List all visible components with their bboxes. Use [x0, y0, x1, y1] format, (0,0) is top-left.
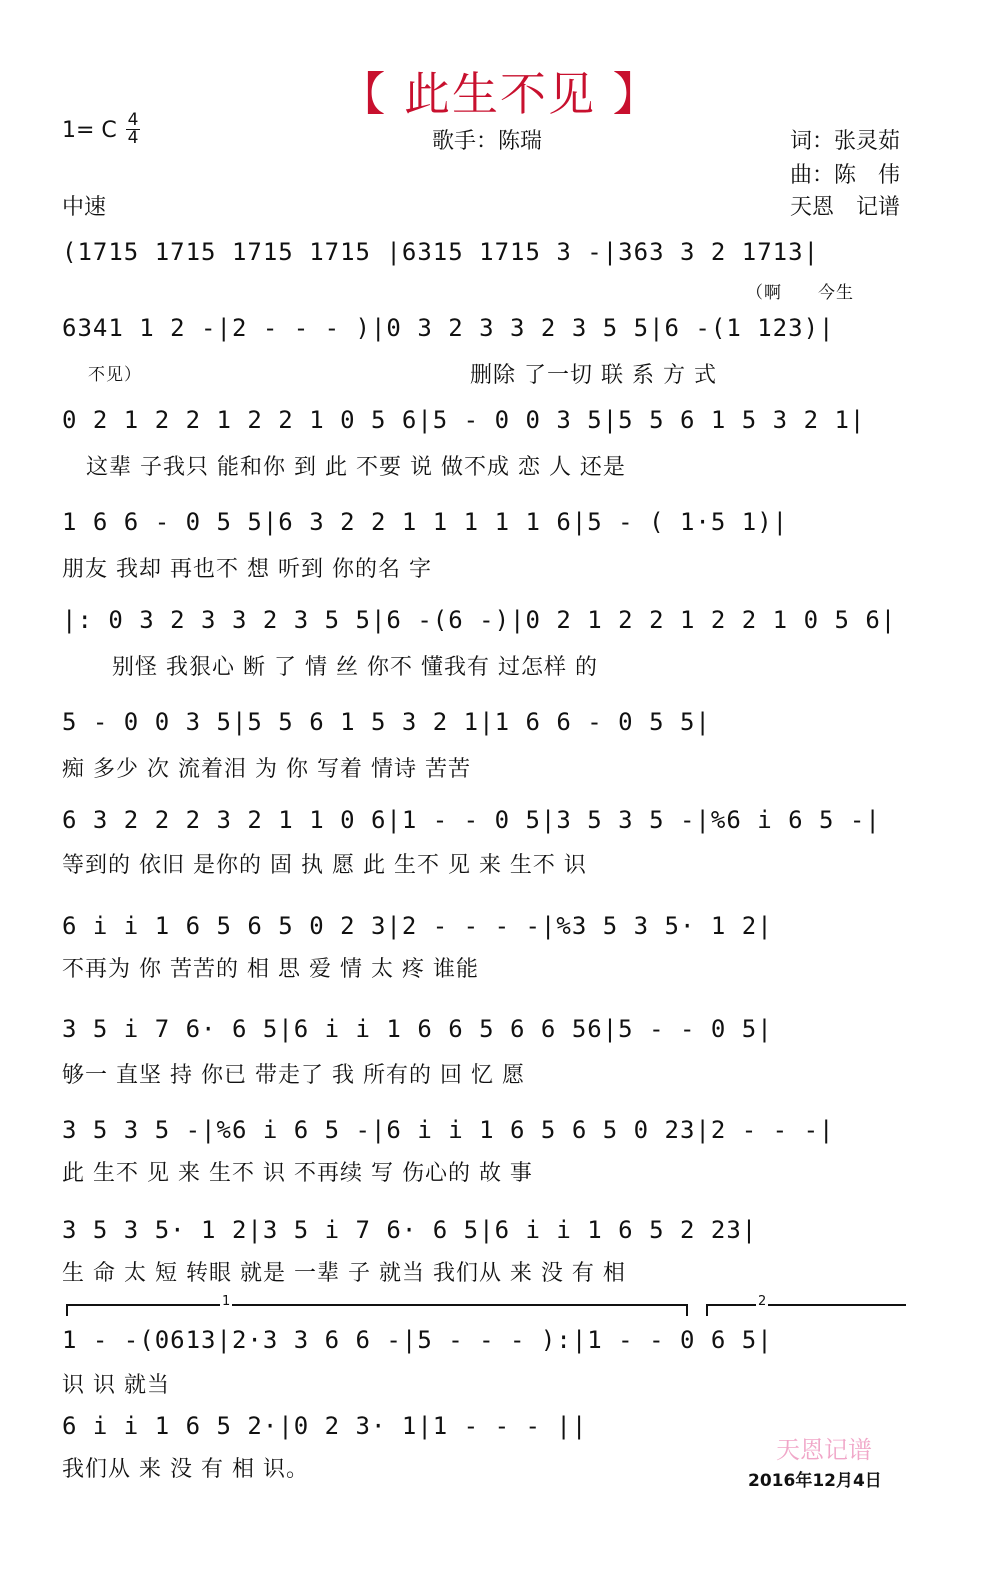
- notation-line-11: 3 5 3 5· 1 2|3 5 i 7 6· 6 5|6 i i 1 6 5 2 23|: [62, 1216, 758, 1244]
- time-sig-bottom: 4: [127, 128, 139, 148]
- notation-line-12: 1 - -(0613|2·3 3 6 6 -|5 - - - ):|1 - - 0 6 5|: [62, 1326, 773, 1354]
- lyric-line-6: 痴 多少 次 流着泪 为 你 写着 情诗 苦苦: [62, 757, 471, 782]
- notation-line-6: 5 - 0 0 3 5|5 5 6 1 5 3 2 1|1 6 6 - 0 5 5|: [62, 708, 711, 736]
- notation-line-4: 1 6 6 - 0 5 5|6 3 2 2 1 1 1 1 1 6|5 - ( 1·5 1)|: [62, 508, 789, 536]
- lyric-line-2b: 不见）: [88, 365, 142, 385]
- time-signature: [126, 112, 140, 147]
- lyric-line-13: 我们从 来 没 有 相 识。: [62, 1457, 309, 1482]
- volta-bracket-1: [66, 1294, 688, 1309]
- notation-line-1: (1715 1715 1715 1715 |6315 1715 3 -|363 3 2 1713|: [62, 238, 820, 266]
- transcriber-watermark: 天恩记谱: [776, 1436, 872, 1464]
- lyric-line-4: 朋友 我却 再也不 想 听到 你的名 字: [62, 557, 432, 582]
- notation-line-5: |: 0 3 2 3 3 2 3 5 5|6 -(6 -)|0 2 1 2 2 1 2 2 1 0 5 6|: [62, 606, 897, 634]
- lyric-line-12: 识 识 就当: [62, 1373, 170, 1398]
- notation-line-10: 3 5 3 5 -|%6 i 6 5 -|6 i i 1 6 5 6 5 0 23|2 - - -|: [62, 1116, 835, 1144]
- key-signature: 1= C: [62, 118, 117, 143]
- lyric-line-11: 生 命 太 短 转眼 就是 一辈 子 就当 我们从 来 没 有 相: [62, 1261, 626, 1286]
- lyric-line-2: 删除 了一切 联 系 方 式: [470, 363, 717, 388]
- notation-line-9: 3 5 i 7 6· 6 5|6 i i 1 6 6 5 6 6 56|5 - - 0 5|: [62, 1015, 773, 1043]
- tempo-marking: 中速: [62, 195, 107, 220]
- volta-bracket-2: [706, 1294, 906, 1309]
- volta-2-label: 2: [758, 1294, 767, 1309]
- transcription-date: 2016年12月4日: [748, 1471, 882, 1491]
- notation-line-3: 0 2 1 2 2 1 2 2 1 0 5 6|5 - 0 0 3 5|5 5 6 1 5 3 2 1|: [62, 406, 866, 434]
- notation-line-7: 6 3 2 2 2 3 2 1 1 0 6|1 - - 0 5|3 5 3 5 -|%6 i 6 5 -|: [62, 806, 881, 834]
- volta-1-end-tick: [686, 1306, 688, 1316]
- song-title: 【 此生不见 】: [339, 67, 661, 121]
- notation-line-13: 6 i i 1 6 5 2·|0 2 3· 1|1 - - - ||: [62, 1412, 588, 1440]
- volta-2-start-tick: [706, 1306, 708, 1316]
- notation-line-8: 6 i i 1 6 5 6 5 0 2 3|2 - - - -|%3 5 3 5· 1 2|: [62, 912, 773, 940]
- lyric-line-9: 够一 直坚 持 你已 带走了 我 所有的 回 忆 愿: [62, 1063, 525, 1088]
- lyric-line-10: 此 生不 见 来 生不 识 不再续 写 伤心的 故 事: [62, 1161, 533, 1186]
- composer-credit: 曲：陈 伟: [790, 163, 901, 188]
- lyric-line-1b: （啊 今生: [746, 283, 854, 303]
- volta-1-start-tick: [66, 1306, 68, 1316]
- transcriber-credit: 天恩 记谱: [790, 195, 901, 220]
- notation-line-2: 6341 1 2 -|2 - - - )|0 3 2 3 3 2 3 5 5|6 -(1 123)|: [62, 314, 835, 342]
- lyric-line-8: 不再为 你 苦苦的 相 思 爱 情 太 疼 谁能: [62, 957, 479, 982]
- volta-1-label: 1: [222, 1294, 231, 1309]
- lyric-line-7: 等到的 依旧 是你的 固 执 愿 此 生不 见 来 生不 识: [62, 853, 587, 878]
- time-sig-top: 4: [127, 110, 139, 130]
- lyric-line-3: 这辈 子我只 能和你 到 此 不要 说 做不成 恋 人 还是: [86, 455, 626, 480]
- lyricist-credit: 词：张灵茹: [790, 129, 901, 154]
- lyric-line-5: 别怪 我狠心 断 了 情 丝 你不 懂我有 过怎样 的: [112, 655, 598, 680]
- singer-credit: 歌手：陈瑞: [432, 129, 543, 154]
